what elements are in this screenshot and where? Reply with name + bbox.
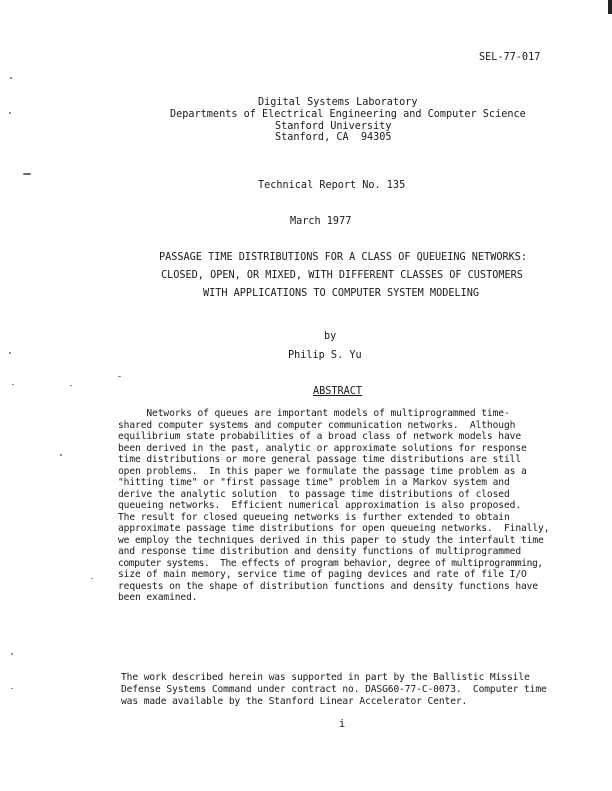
location: Stanford, CA 94305 <box>275 132 392 143</box>
abstract-heading: ABSTRACT <box>313 386 363 397</box>
abstract-line: approximate passage time distributions for open queueing networks. Finally, <box>118 523 550 534</box>
abstract-line: shared computer systems and computer communication networks. Although <box>118 419 516 431</box>
funding-line: Defense Systems Command under contract no. DASG60-77-C-0073. Computer time <box>121 684 547 695</box>
scan-speck <box>10 77 12 79</box>
page-number: i <box>339 719 346 730</box>
abstract-line: Networks of queues are important models of multiprogrammed time- <box>118 408 510 419</box>
lab-name: Digital Systems Laboratory <box>258 97 418 108</box>
title-line-3: WITH APPLICATIONS TO COMPUTER SYSTEM MODELING <box>203 288 480 299</box>
scan-speck <box>70 385 72 386</box>
report-number: Technical Report No. 135 <box>258 180 406 191</box>
abstract-line: queueing networks. Efficient numerical approximation is also proposed. <box>118 500 521 511</box>
scan-speck <box>60 454 62 456</box>
funding-line: was made available by the Stanford Linear Accelerator Center. <box>121 696 468 707</box>
report-date: March 1977 <box>290 216 352 227</box>
abstract-line: size of main memory, service time of paging devices and rate of file I/O <box>118 569 527 580</box>
abstract-line: time distributions or more general passage time distributions are still <box>118 454 521 465</box>
abstract-line: "hitting time" or "first passage time" problem in a Markov system and <box>118 477 510 488</box>
abstract-line: computer systems. The effects of program behavior, degree of multiprogramming, <box>118 557 543 569</box>
title-line-1: PASSAGE TIME DISTRIBUTIONS FOR A CLASS OF QUEUEING NETWORKS: <box>159 252 528 263</box>
abstract-line: The result for closed queueing networks is further extended to obtain <box>118 511 510 523</box>
abstract-line: equilibrium state probabilities of a broad class of network models have <box>118 431 521 442</box>
scan-speck <box>11 688 13 689</box>
scan-speck <box>91 578 93 579</box>
abstract-line: been derived in the past, analytic or approximate solutions for response <box>118 442 527 454</box>
title-line-2: CLOSED, OPEN, OR MIXED, WITH DIFFERENT CLASSES OF CUSTOMERS <box>161 270 523 281</box>
abstract-line: been examined. <box>118 592 198 603</box>
report-id: SEL-77-017 <box>479 52 541 63</box>
abstract-line: derive the analytic solution to passage time distributions of closed <box>118 488 510 500</box>
funding-line: The work described herein was supported in part by the Ballistic Missile <box>121 672 530 683</box>
scan-speck <box>9 352 11 354</box>
abstract-line: we employ the techniques derived in this paper to study the interfault time <box>118 534 544 546</box>
abstract-line: requests on the shape of distribution functions and density functions have <box>118 580 539 592</box>
abstract-line: open problems. In this paper we formulate the passage time problem as a <box>118 465 527 477</box>
scan-speck <box>11 653 13 655</box>
by-label: by <box>324 331 337 342</box>
scan-speck <box>9 112 11 114</box>
scan-speck <box>23 173 31 175</box>
scan-edge-mark <box>608 0 612 14</box>
university: Stanford University <box>275 121 392 132</box>
author-name: Philip S. Yu <box>288 350 362 361</box>
departments: Departments of Electrical Engineering and Computer Science <box>170 109 526 120</box>
scan-speck <box>12 384 14 385</box>
abstract-line: and response time distribution and density functions of multiprogrammed <box>118 546 521 557</box>
scan-speck <box>118 376 121 377</box>
